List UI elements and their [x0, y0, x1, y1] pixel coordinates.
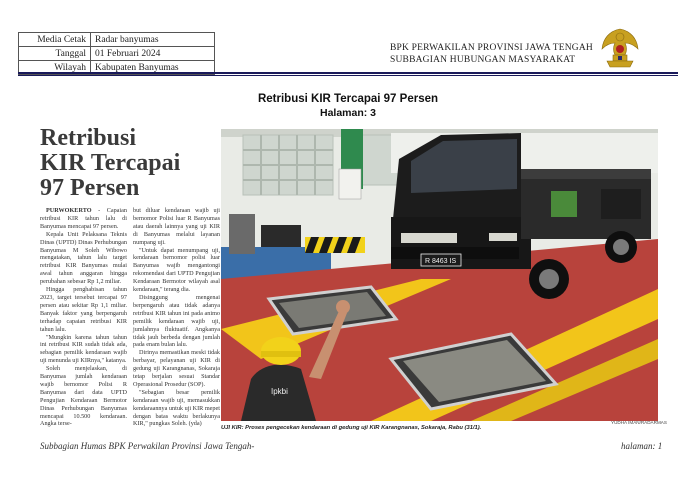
photo-credit: YUDHA IMAN/RADARMAS [611, 420, 667, 425]
org-line-2: SUBBAGIAN HUBUNGAN MASYARAKAT [390, 55, 576, 65]
paragraph [40, 207, 127, 231]
clipping-meta-table [18, 32, 215, 75]
photo-caption: UJI KIR: Proses pengecekan kendaraan di gedung uji KIR Karangnanas, Sokaraja, Rabu (31/1). [221, 425, 482, 431]
org-line-1: BPK PERWAKILAN PROVINSI JAWA TENGAH [390, 43, 593, 53]
header-rule-thin [18, 75, 678, 76]
meta-value: 01 Februari 2024 [91, 47, 215, 61]
news-photo [221, 129, 658, 421]
paragraph: Dirinya memastikan meski tidak berbayar, pelayanan uji KIR di gedung uji Karangnanas, Sokaraja tetap berjalan sesuai Standar Operasional Prosedur (SOP). [133, 349, 220, 388]
headline-line: 97 Persen [40, 175, 140, 201]
paragraph: Kepala Unit Pelaksana Teknis Dinas (UPTD) Dinas Perhubungan Banyumas M Soleh Wibowo mengatakan, tahun lalu target retribusi KIR Banyumas mulai awal tahun anggaran hingga perubahan sebesar Rp 1,2 miliar. [40, 230, 127, 286]
article-column-2 [133, 207, 220, 428]
meta-key: Wilayah [19, 61, 91, 75]
header-rule [18, 72, 678, 74]
paragraph: "Mungkin karena tahun tahun ini retribusi KIR sudah tidak ada, sebagian pemilik kendaraan wajib uji menunda uji KIRnya," katanya. [40, 333, 127, 365]
meta-key: Media Cetak [19, 33, 91, 47]
meta-value: Radar banyumas [91, 33, 215, 47]
footer-left: Subbagian Humas BPK Perwakilan Provinsi Jawa Tengah- [40, 441, 255, 451]
article-column-1 [40, 207, 127, 428]
headline-line: KIR Tercapai [40, 150, 181, 176]
paragraph: Disinggung mengenai berpengaruh atau tidak adanya retribusi KIR tahun ini pada animo pemilik kendaraan wajib uji, jumlahnya fluktuatif. Angkanya tidak jauh berbeda dengan jumlah pada enam bulan lalu. [133, 293, 220, 349]
article-title: Retribusi KIR Tercapai 97 Persen [257, 93, 439, 105]
svg-text:Ipkbi: Ipkbi [271, 387, 288, 396]
meta-row [19, 47, 215, 61]
dateline: PURWOKERTO [46, 207, 92, 214]
license-plate: R 8463 IS [425, 258, 457, 265]
paragraph: Hingga penghabisan tahun 2023, target tersebut tercapai 97 persen atau sekitar Rp 1,1 miliar. Banyak faktor yang berpengaruh terhadap capaian retribusi KIR tahun lalu. [40, 286, 127, 333]
headline-line: Retribusi [40, 125, 136, 151]
bpk-emblem-icon [597, 25, 643, 71]
page-number: Halaman: 3 [319, 107, 377, 119]
organization-name [390, 42, 593, 66]
meta-value: Kabupaten Banyumas [91, 61, 215, 75]
paragraph: Soleh menjelaskan, di Banyumas jumlah kendaraan wajib bernomor Polisi R Banyumas dari data UPTD Pengujian Kendaraan Bermotor Dinas Perhubungan Banyumas mencapai 10.500 kendaraan. Angka terse- [40, 365, 127, 428]
headline [40, 126, 215, 201]
paragraph: but diluar kendaraan wajib uji bernomor Polisi luar R Banyumas atau daerah lainnya yang uji KIR di Banyumas melalui layanan numpang uji. [133, 207, 220, 246]
meta-key: Tanggal [19, 47, 91, 61]
paragraph: "Sebagian besar pemilik kendaraan wajib uji, memasukkan kendaraannya untuk uji KIR mepet dengan batas waktu berlakunya KIR," pungkas Soleh. (yda) [133, 388, 220, 428]
footer-page: halaman: 1 [621, 441, 663, 451]
meta-row [19, 33, 215, 47]
paragraph: "Untuk dapat menumpang uji, kendaraan bernomor polisi luar Banyumas wajib mengantongi rekomendasi dari UPTD Pengujian Kendaraan Bermotor wilayah asal kendaraan," terang dia. [133, 246, 220, 294]
paragraph-text: - Capaian retribusi KIR tahun lalu di Banyumas mencapai 97 persen. [40, 207, 127, 230]
